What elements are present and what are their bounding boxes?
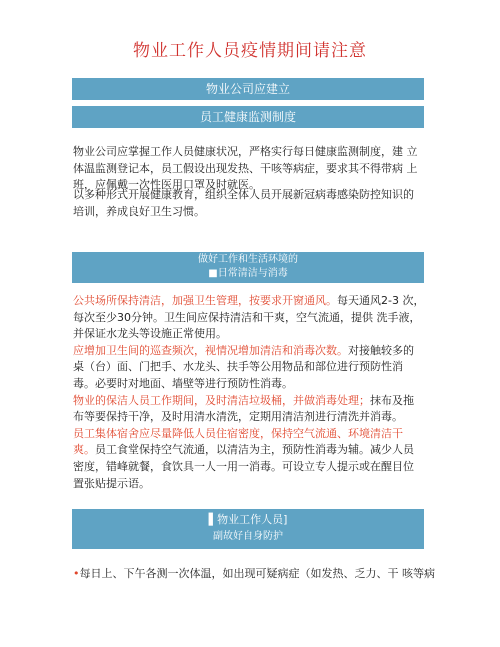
section-banner-cleaning-line1: 做好工作和生活环境的 — [198, 254, 298, 265]
protection-list-item — [73, 566, 433, 582]
cleaning-item-highlight: 物业的保洁人员工作期间，及时清洁垃圾桶，并做消毒处理； — [73, 393, 370, 407]
cleaning-item-highlight: 公共场所保持清洁，加强卫生管理，按要求开窗通风。 — [73, 294, 337, 307]
cleaning-item-text: 每天通风2-3 次，每次至少30分钟。卫生间应保持清洁和干爽，空气流通，提供 洗手液，并保证水龙头等设施正常使用。 — [73, 294, 425, 341]
bullet-icon: • — [73, 567, 80, 580]
section-banner-cleaning-line2: ■日常清洁与消毒 — [208, 268, 288, 279]
cleaning-item-text: 抹布及拖 布等要保持干净，及时用清水清洗，定期用清洁剂进行清洗并消毒。 — [73, 393, 414, 424]
section-banner-cleaning — [72, 252, 424, 283]
protection-item-text: 每日上、下午各测一次体温，如出现可疑病症（如发热、乏力、干 咳等病 — [79, 567, 435, 580]
health-monitoring-paragraph: 物业公司应掌握工作人员健康状况，严格实行每日健康监测制度，建 立体温监测登记本，员工假设出现发热、干咳等病症，要求其不得带病 上班，应佩戴一次性医用口罩及时就医。 — [73, 145, 418, 191]
section-banner-protection-line2: 副故好自身防护 — [213, 531, 283, 542]
section-banner-monitoring-line2: 员工健康监测制度 — [72, 106, 424, 128]
health-education-paragraph: 以多种形式开展健康教育，组织全体人员开展新冠病毒感染防控知识的 培训，养成良好卫生习惯。 — [73, 188, 414, 218]
section-banner-protection — [72, 509, 424, 549]
cleaning-item-text: 对接触较多的 桌（台）面、门把手、水龙头、扶手等公用物品和部位进行预防性消 毒。必要时对地面、墙壁等进行预防性消毒。 — [73, 343, 414, 390]
section-banner-monitoring-line1: 物业公司应建立 — [72, 78, 424, 100]
cleaning-item-text: 员工食堂保持空气流通，以清洁为主，预防性消毒为辅。减少人员 密度，错峰就餐，食饮具一人一用一消毒。可设立专人提示或在醒目位 置张贴提示语。 — [73, 443, 414, 490]
cleaning-item-highlight: 应增加卫生间的巡查频次，视情况增加清洁和消毒次数。 — [73, 343, 348, 357]
section-banner-protection-line1: ▌物业工作人员] — [208, 513, 288, 526]
cleaning-paragraph — [73, 293, 425, 492]
cleaning-item-highlight: 员工集体宿舍应尽量降低人员住宿密度，保持空气流通、环境清洁干 爽。 — [73, 426, 403, 457]
page-title: 物业工作人员疫情期间请注意 — [133, 41, 367, 61]
